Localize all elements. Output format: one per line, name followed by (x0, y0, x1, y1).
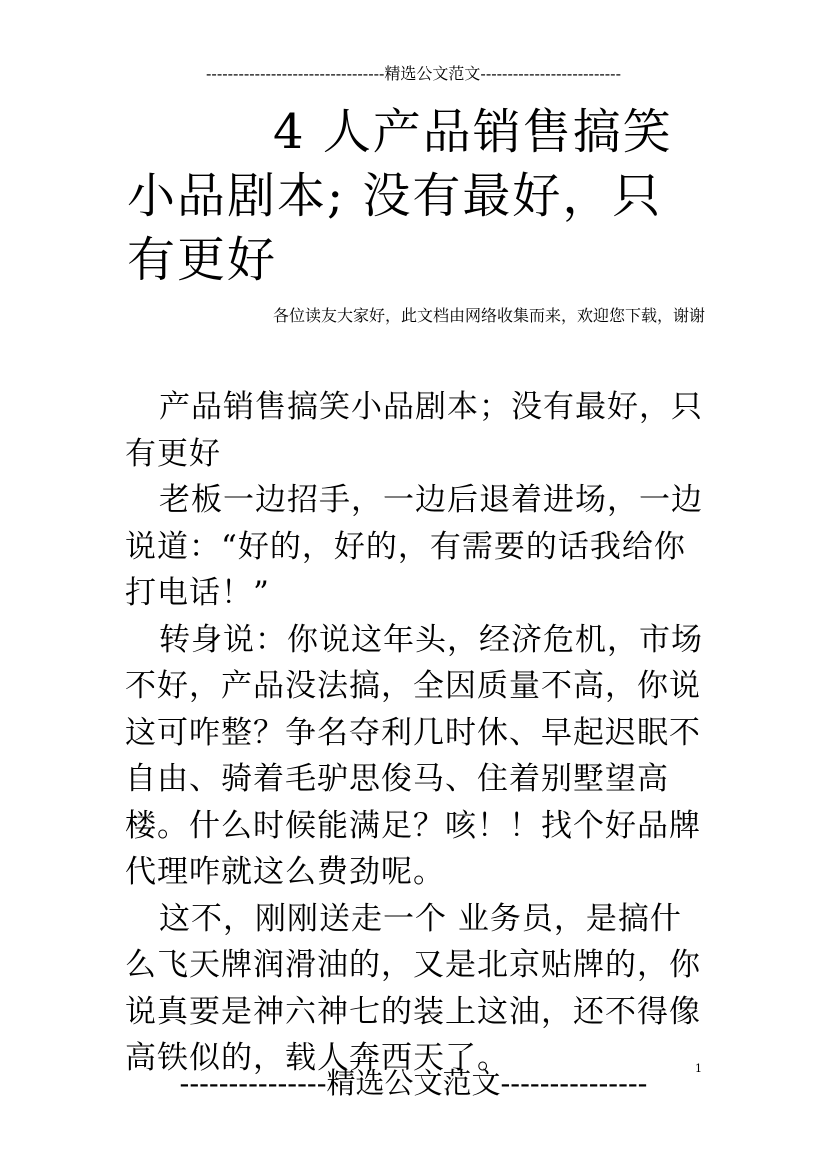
paragraph-4: 这不，刚刚送走一个 业务员，是搞什么飞天牌润滑油的，又是北京贴牌的，你说真要是神六神七的装上这油，还不得像高铁似的，载人奔西天了。 (125, 900, 701, 1076)
document-title (127, 100, 705, 292)
paragraph-3: 转身说：你说这年头，经济危机，市场不好，产品没法搞，全因质量不高，你说这可咋整？争名夺利几时休、早起迟眠不自由、骑着毛驴思俊马、住着别墅望高楼。什么时候能满足？咳！！找个好品牌代理咋就这么费劲呢。 (125, 621, 703, 890)
paragraph-1: 产品销售搞笑小品剧本；没有最好，只有更好 (125, 389, 703, 472)
header-rule: ---------------------------------精选公文范文-------------------------- (206, 64, 621, 83)
document-body (125, 384, 705, 1082)
page-number: 1 (695, 1062, 702, 1075)
footer-rule: ---------------精选公文范文--------------- (179, 1066, 648, 1100)
title-line-1: 4 人产品销售搞笑 (273, 104, 673, 160)
document-subtitle: 各位读友大家好，此文档由网络收集而来，欢迎您下载，谢谢 (272, 306, 705, 325)
paragraph-2: 老板一边招手，一边后退着进场，一边说道：“好的，好的，有需要的话我给你打电话！” (125, 482, 703, 611)
title-rest: 小品剧本; 没有最好，只有更好 (127, 168, 663, 288)
